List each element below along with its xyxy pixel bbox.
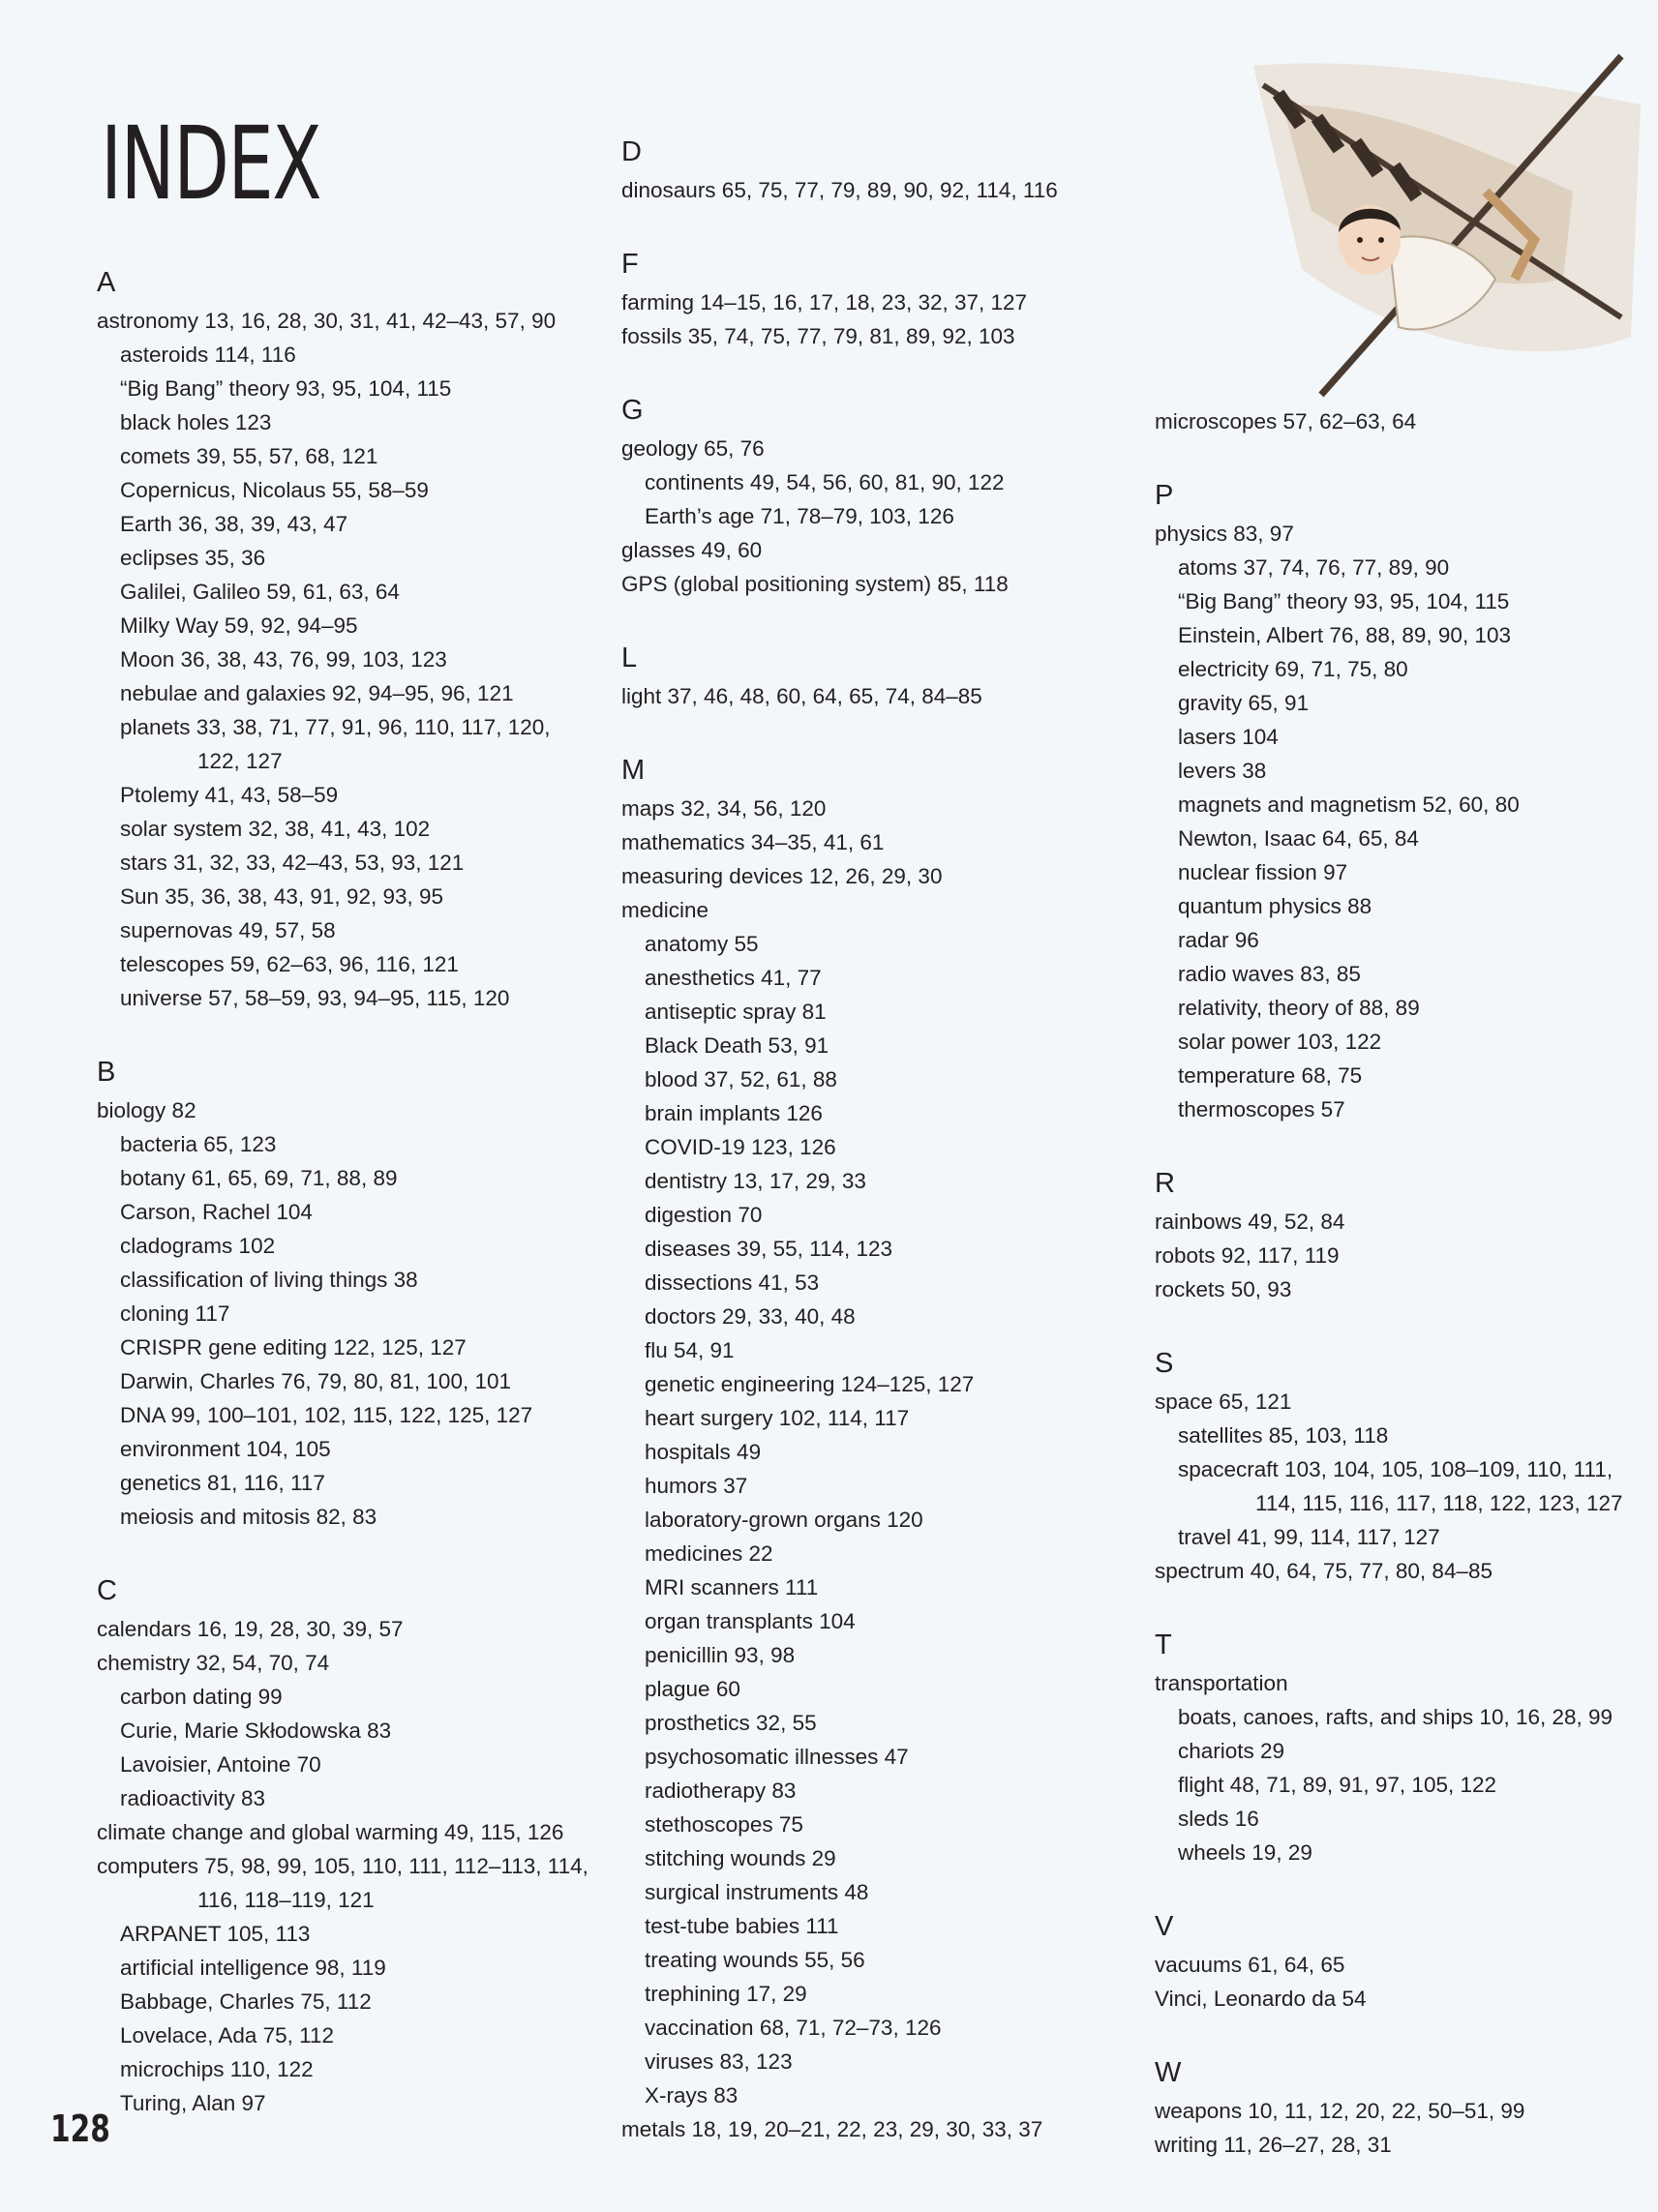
index-subentry: prosthetics 32, 55 bbox=[645, 1711, 817, 1735]
index-entry: vacuums 61, 64, 65 bbox=[1155, 1953, 1345, 1977]
index-subentry: Galilei, Galileo 59, 61, 63, 64 bbox=[120, 580, 400, 604]
index-entry: mathematics 34–35, 41, 61 bbox=[621, 830, 885, 854]
index-subentry: radiotherapy 83 bbox=[645, 1779, 797, 1803]
index-subentry: chariots 29 bbox=[1178, 1739, 1285, 1763]
index-subentry: levers 38 bbox=[1178, 759, 1267, 783]
index-subentry: stars 31, 32, 33, 42–43, 53, 93, 121 bbox=[120, 851, 465, 875]
index-subentry: test-tube babies 111 bbox=[645, 1914, 839, 1938]
index-subentry: anatomy 55 bbox=[645, 932, 759, 956]
index-entry: biology 82 bbox=[97, 1098, 196, 1122]
index-subentry: planets 33, 38, 71, 77, 91, 96, 110, 117, 120, bbox=[120, 715, 551, 739]
index-subentry: black holes 123 bbox=[120, 410, 272, 434]
index-subentry: radio waves 83, 85 bbox=[1178, 962, 1361, 986]
index-subentry: hospitals 49 bbox=[645, 1440, 762, 1464]
index-subentry: Turing, Alan 97 bbox=[120, 2091, 266, 2115]
index-entry: Vinci, Leonardo da 54 bbox=[1155, 1987, 1367, 2011]
index-section bbox=[612, 754, 1154, 2146]
index-subentry: botany 61, 65, 69, 71, 88, 89 bbox=[120, 1166, 398, 1190]
index-entry: calendars 16, 19, 28, 30, 39, 57 bbox=[97, 1617, 404, 1641]
index-subentry: genetics 81, 116, 117 bbox=[120, 1471, 325, 1495]
index-subentry: supernovas 49, 57, 58 bbox=[120, 918, 336, 942]
index-subentry: thermoscopes 57 bbox=[1178, 1097, 1345, 1121]
index-subentry: CRISPR gene editing 122, 125, 127 bbox=[120, 1335, 467, 1360]
index-entry: rainbows 49, 52, 84 bbox=[1155, 1210, 1345, 1234]
index-section bbox=[612, 135, 1154, 207]
index-subentry: boats, canoes, rafts, and ships 10, 16, 28, 99 bbox=[1178, 1705, 1613, 1729]
index-subentry: satellites 85, 103, 118 bbox=[1178, 1423, 1389, 1448]
index-column-middle bbox=[612, 135, 1154, 2187]
index-subentry: spacecraft 103, 104, 105, 108–109, 110, 111, bbox=[1178, 1457, 1613, 1481]
index-subentry: nebulae and galaxies 92, 94–95, 96, 121 bbox=[120, 681, 514, 705]
index-entry-continuation: 122, 127 bbox=[197, 749, 283, 773]
index-subentry: dentistry 13, 17, 29, 33 bbox=[645, 1169, 866, 1193]
index-subentry: lasers 104 bbox=[1178, 725, 1279, 749]
index-subentry: trephining 17, 29 bbox=[645, 1982, 807, 2006]
index-subentry: Earth 36, 38, 39, 43, 47 bbox=[120, 512, 348, 536]
index-entry: metals 18, 19, 20–21, 22, 23, 29, 30, 33, 37 bbox=[621, 2117, 1043, 2141]
index-subentry: diseases 39, 55, 114, 123 bbox=[645, 1237, 893, 1261]
index-section bbox=[612, 394, 1154, 601]
index-subentry: antiseptic spray 81 bbox=[645, 1000, 827, 1024]
index-entry: spectrum 40, 64, 75, 77, 80, 84–85 bbox=[1155, 1559, 1492, 1583]
index-subentry: humors 37 bbox=[645, 1474, 748, 1498]
index-entry-continuation: 116, 118–119, 121 bbox=[197, 1888, 375, 1912]
section-letter: B bbox=[97, 1057, 116, 1088]
index-subentry: gravity 65, 91 bbox=[1178, 691, 1310, 715]
index-entry: dinosaurs 65, 75, 77, 79, 89, 90, 92, 114, 116 bbox=[621, 178, 1058, 202]
index-section bbox=[1145, 1629, 1648, 1869]
index-subentry: electricity 69, 71, 75, 80 bbox=[1178, 657, 1408, 681]
section-letter: V bbox=[1155, 1911, 1174, 1942]
index-entry: transportation bbox=[1155, 1671, 1288, 1695]
index-section bbox=[1145, 2056, 1648, 2162]
index-subentry: universe 57, 58–59, 93, 94–95, 115, 120 bbox=[120, 986, 510, 1010]
index-entry: space 65, 121 bbox=[1155, 1390, 1292, 1414]
index-subentry: relativity, theory of 88, 89 bbox=[1178, 996, 1420, 1020]
index-entry: physics 83, 97 bbox=[1155, 522, 1294, 546]
index-subentry: heart surgery 102, 114, 117 bbox=[645, 1406, 910, 1430]
index-subentry: stethoscopes 75 bbox=[645, 1812, 803, 1837]
index-subentry: vaccination 68, 71, 72–73, 126 bbox=[645, 2016, 942, 2040]
index-subentry: Copernicus, Nicolaus 55, 58–59 bbox=[120, 478, 429, 502]
index-entry: geology 65, 76 bbox=[621, 436, 765, 461]
index-subentry: carbon dating 99 bbox=[120, 1685, 283, 1709]
index-entry: measuring devices 12, 26, 29, 30 bbox=[621, 864, 943, 888]
index-subentry: psychosomatic illnesses 47 bbox=[645, 1745, 909, 1769]
index-subentry: sleds 16 bbox=[1178, 1807, 1259, 1831]
index-subentry: Babbage, Charles 75, 112 bbox=[120, 1989, 372, 2014]
index-subentry: genetic engineering 124–125, 127 bbox=[645, 1372, 975, 1396]
index-subentry: atoms 37, 74, 76, 77, 89, 90 bbox=[1178, 555, 1450, 580]
index-entry-continuation: 114, 115, 116, 117, 118, 122, 123, 127 bbox=[1255, 1491, 1623, 1515]
index-subentry: travel 41, 99, 114, 117, 127 bbox=[1178, 1525, 1440, 1549]
index-section bbox=[1145, 1347, 1648, 1588]
index-section bbox=[1145, 404, 1648, 438]
index-subentry: DNA 99, 100–101, 102, 115, 122, 125, 127 bbox=[120, 1403, 533, 1427]
index-subentry: classification of living things 38 bbox=[120, 1268, 418, 1292]
index-section bbox=[87, 1574, 629, 2120]
index-entry: chemistry 32, 54, 70, 74 bbox=[97, 1651, 330, 1675]
index-subentry: laboratory-grown organs 120 bbox=[645, 1508, 923, 1532]
section-letter: A bbox=[97, 267, 116, 298]
index-subentry: MRI scanners 111 bbox=[645, 1575, 819, 1599]
index-subentry: flight 48, 71, 89, 91, 97, 105, 122 bbox=[1178, 1773, 1497, 1797]
index-subentry: Curie, Marie Skłodowska 83 bbox=[120, 1719, 392, 1743]
index-column-right bbox=[1145, 404, 1648, 2202]
index-subentry: “Big Bang” theory 93, 95, 104, 115 bbox=[1178, 589, 1510, 613]
page-title: INDEX bbox=[101, 105, 321, 223]
index-subentry: digestion 70 bbox=[645, 1203, 763, 1227]
index-subentry: solar system 32, 38, 41, 43, 102 bbox=[120, 817, 431, 841]
index-entry: glasses 49, 60 bbox=[621, 538, 763, 562]
index-subentry: asteroids 114, 116 bbox=[120, 343, 296, 367]
index-section bbox=[87, 1056, 629, 1534]
index-entry: astronomy 13, 16, 28, 30, 31, 41, 42–43, 57, 90 bbox=[97, 309, 557, 333]
section-letter: C bbox=[97, 1575, 117, 1606]
index-subentry: ARPANET 105, 113 bbox=[120, 1922, 311, 1946]
index-subentry: Ptolemy 41, 43, 58–59 bbox=[120, 783, 339, 807]
flying-machine-illustration bbox=[1244, 46, 1658, 419]
index-section bbox=[1145, 479, 1648, 1126]
index-subentry: continents 49, 54, 56, 60, 81, 90, 122 bbox=[645, 470, 1005, 494]
index-subentry: stitching wounds 29 bbox=[645, 1846, 836, 1870]
index-entry: microscopes 57, 62–63, 64 bbox=[1155, 409, 1417, 433]
index-entry: weapons 10, 11, 12, 20, 22, 50–51, 99 bbox=[1155, 2099, 1525, 2123]
index-entry: GPS (global positioning system) 85, 118 bbox=[621, 572, 1009, 596]
index-section bbox=[87, 266, 629, 1015]
index-subentry: treating wounds 55, 56 bbox=[645, 1948, 865, 1972]
index-subentry: Sun 35, 36, 38, 43, 91, 92, 93, 95 bbox=[120, 884, 444, 909]
index-subentry: cladograms 102 bbox=[120, 1234, 276, 1258]
index-entry: light 37, 46, 48, 60, 64, 65, 74, 84–85 bbox=[621, 684, 982, 708]
index-subentry: brain implants 126 bbox=[645, 1101, 823, 1125]
index-entry: climate change and global warming 49, 115, 126 bbox=[97, 1820, 564, 1844]
index-entry: medicine bbox=[621, 898, 709, 922]
index-entry: rockets 50, 93 bbox=[1155, 1277, 1292, 1301]
index-subentry: Lavoisier, Antoine 70 bbox=[120, 1752, 321, 1777]
section-letter: P bbox=[1155, 480, 1174, 511]
index-subentry: Darwin, Charles 76, 79, 80, 81, 100, 101 bbox=[120, 1369, 512, 1393]
section-letter: F bbox=[621, 249, 639, 280]
section-letter: R bbox=[1155, 1168, 1175, 1199]
section-letter: W bbox=[1155, 2057, 1182, 2088]
index-entry: writing 11, 26–27, 28, 31 bbox=[1155, 2133, 1392, 2157]
index-subentry: Newton, Isaac 64, 65, 84 bbox=[1178, 826, 1419, 851]
index-section bbox=[1145, 1167, 1648, 1306]
index-subentry: surgical instruments 48 bbox=[645, 1880, 869, 1904]
section-letter: S bbox=[1155, 1348, 1174, 1379]
index-entry: computers 75, 98, 99, 105, 110, 111, 112–113, 114, bbox=[97, 1854, 588, 1878]
section-letter: T bbox=[1155, 1629, 1172, 1660]
index-subentry: telescopes 59, 62–63, 96, 116, 121 bbox=[120, 952, 459, 976]
index-subentry: microchips 110, 122 bbox=[120, 2057, 314, 2081]
index-subentry: medicines 22 bbox=[645, 1541, 773, 1566]
index-section bbox=[1145, 1910, 1648, 2016]
index-entry: fossils 35, 74, 75, 77, 79, 81, 89, 92, 103 bbox=[621, 324, 1015, 348]
index-subentry: penicillin 93, 98 bbox=[645, 1643, 796, 1667]
index-subentry: solar power 103, 122 bbox=[1178, 1030, 1382, 1054]
index-subentry: Einstein, Albert 76, 88, 89, 90, 103 bbox=[1178, 623, 1511, 647]
index-subentry: Carson, Rachel 104 bbox=[120, 1200, 313, 1224]
index-subentry: Moon 36, 38, 43, 76, 99, 103, 123 bbox=[120, 647, 447, 672]
index-subentry: wheels 19, 29 bbox=[1178, 1840, 1312, 1865]
index-subentry: environment 104, 105 bbox=[120, 1437, 331, 1461]
index-entry: robots 92, 117, 119 bbox=[1155, 1243, 1340, 1268]
index-subentry: temperature 68, 75 bbox=[1178, 1063, 1363, 1088]
index-entry: farming 14–15, 16, 17, 18, 23, 32, 37, 127 bbox=[621, 290, 1028, 314]
index-subentry: viruses 83, 123 bbox=[645, 2049, 793, 2074]
index-subentry: magnets and magnetism 52, 60, 80 bbox=[1178, 792, 1520, 817]
index-subentry: Lovelace, Ada 75, 112 bbox=[120, 2023, 335, 2048]
index-section bbox=[612, 642, 1154, 713]
index-subentry: plague 60 bbox=[645, 1677, 740, 1701]
index-subentry: radioactivity 83 bbox=[120, 1786, 266, 1810]
index-subentry: “Big Bang” theory 93, 95, 104, 115 bbox=[120, 376, 452, 401]
index-subentry: X-rays 83 bbox=[645, 2083, 739, 2107]
index-subentry: Black Death 53, 91 bbox=[645, 1033, 829, 1058]
index-subentry: cloning 117 bbox=[120, 1301, 230, 1326]
index-subentry: COVID-19 123, 126 bbox=[645, 1135, 836, 1159]
index-subentry: quantum physics 88 bbox=[1178, 894, 1372, 918]
section-letter: L bbox=[621, 643, 638, 673]
index-subentry: artificial intelligence 98, 119 bbox=[120, 1956, 386, 1980]
index-subentry: eclipses 35, 36 bbox=[120, 546, 266, 570]
index-subentry: meiosis and mitosis 82, 83 bbox=[120, 1505, 377, 1529]
section-letter: G bbox=[621, 395, 644, 426]
index-subentry: radar 96 bbox=[1178, 928, 1259, 952]
index-subentry: blood 37, 52, 61, 88 bbox=[645, 1067, 837, 1091]
index-subentry: Milky Way 59, 92, 94–95 bbox=[120, 613, 358, 638]
section-letter: D bbox=[621, 136, 642, 167]
index-subentry: doctors 29, 33, 40, 48 bbox=[645, 1304, 856, 1329]
index-subentry: dissections 41, 53 bbox=[645, 1270, 820, 1295]
index-subentry: Earth’s age 71, 78–79, 103, 126 bbox=[645, 504, 954, 528]
section-letter: M bbox=[621, 755, 646, 786]
page-number: 128 bbox=[50, 2107, 110, 2150]
index-subentry: organ transplants 104 bbox=[645, 1609, 856, 1633]
index-entry: maps 32, 34, 56, 120 bbox=[621, 796, 827, 821]
index-subentry: anesthetics 41, 77 bbox=[645, 966, 822, 990]
index-subentry: nuclear fission 97 bbox=[1178, 860, 1348, 884]
index-subentry: bacteria 65, 123 bbox=[120, 1132, 277, 1156]
index-subentry: comets 39, 55, 57, 68, 121 bbox=[120, 444, 378, 468]
index-subentry: flu 54, 91 bbox=[645, 1338, 735, 1362]
index-section bbox=[612, 248, 1154, 353]
index-column-left bbox=[87, 266, 629, 2161]
